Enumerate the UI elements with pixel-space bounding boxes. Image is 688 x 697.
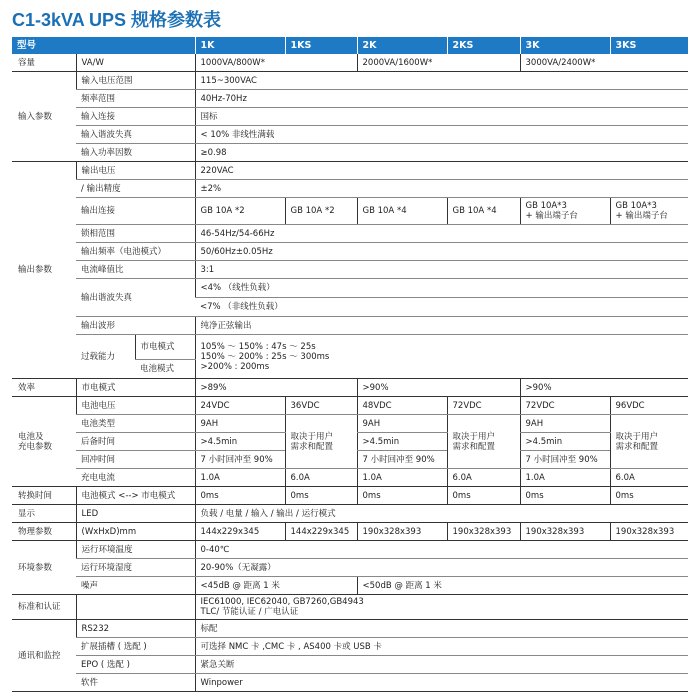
group-label: 通讯和监控 [12,620,76,692]
param-label: (WxHxD)mm [76,523,195,541]
table-row [12,317,688,335]
table-row [12,577,688,595]
group-label: 转换时间 [12,487,76,505]
param-label: 运行环境温度 [76,541,195,559]
param-label: 频率范围 [76,90,195,108]
value-cell: <50dB @ 距离 1 米 [357,577,688,595]
table-row [12,180,688,198]
group-label [12,397,76,487]
standards-row [12,595,688,620]
value-cell: 国标 [195,108,688,126]
value-cell: < 10% 非线性满载 [195,126,688,144]
param-label: 噪声 [76,577,195,595]
param-label: 输入电压范围 [76,72,195,90]
transfer-row [12,487,688,505]
param-label: 电流峰值比 [76,261,195,279]
value-line: 取决于用户 [452,431,496,442]
capacity-row [12,54,688,72]
value-cell: 紧急关断 [195,656,688,674]
value-cell: >4.5min [195,433,285,451]
model-2k: 2K [357,37,447,54]
param-label: 扩展插槽 ( 选配 ) [76,638,195,656]
param-label: 市电模式 [76,379,195,397]
value-cell: >90% [520,379,688,397]
value-cell: 115~300VAC [195,72,688,90]
param-label: 输出电压 [76,162,195,180]
value-cell: 0ms [285,487,357,505]
group-label: 效率 [12,379,76,397]
group-label: 容量 [12,54,76,72]
param-label: 锁相范围 [76,225,195,243]
param-label: 软件 [76,674,195,692]
table-row [12,144,688,162]
table-row [12,72,688,90]
param-label: 输入谐波失真 [76,126,195,144]
value-cell: 144x229x345 [285,523,357,541]
physical-row [12,523,688,541]
value-cell: 0ms [357,487,447,505]
value-cell: >89% [195,379,357,397]
value-cell [285,415,357,469]
table-row [12,638,688,656]
value-cell [195,595,688,620]
group-label: 显示 [12,505,76,523]
value-cell [195,335,688,379]
page-title: C1-3kVA UPS 规格参数表 [12,10,222,30]
value-cell: 2000VA/1600W* [357,54,520,72]
value-cell: GB 10A *4 [357,198,447,225]
value-cell [610,415,688,469]
table-row [12,261,688,279]
value-line: >200% : 200ms [200,361,270,372]
value-cell: 9AH [520,415,610,433]
table-row [12,335,688,360]
value-cell: 1000VA/800W* [195,54,357,72]
table-row [12,656,688,674]
model-1k: 1K [195,37,285,54]
value-cell: 36VDC [285,397,357,415]
param-label: 后备时间 [76,433,195,451]
param-label: 电池类型 [76,415,195,433]
value-cell: GB 10A *2 [285,198,357,225]
value-cell: 9AH [195,415,285,433]
param-label: VA/W [76,54,195,72]
value-cell: <45dB @ 距离 1 米 [195,577,357,595]
value-line: IEC61000, IEC62040, GB7260,GB4943 [200,597,364,607]
model-1ks: 1KS [285,37,357,54]
value-cell: 7 小时回冲至 90% [357,451,447,469]
spec-table [12,37,688,692]
header-row [12,37,688,54]
table-row [12,674,688,692]
value-line: 取决于用户 [290,431,334,442]
value-cell: 190x328x393 [610,523,688,541]
value-cell: 1.0A [195,469,285,487]
param-label: 电池电压 [76,397,195,415]
param-label: 输入功率因数 [76,144,195,162]
value-cell: 1.0A [520,469,610,487]
value-cell: 190x328x393 [520,523,610,541]
value-cell: 0ms [195,487,285,505]
value-line: TLC/ 节能认证 / 广电认证 [200,607,299,617]
param-label: 输出波形 [76,317,195,335]
table-row [12,620,688,638]
value-cell: 标配 [195,620,688,638]
param-label: 充电电流 [76,469,195,487]
param-label: / 输出精度 [76,180,195,198]
value-line: 105% ～ 150% : 47s ～ 25s [200,341,316,352]
value-line: 150% ～ 200% : 25s ～ 300ms [200,351,330,362]
efficiency-row [12,379,688,397]
value-cell: 负载 / 电量 / 输入 / 输出 / 运行模式 [195,505,688,523]
value-cell: 144x229x345 [195,523,285,541]
value-line: 需求和配置 [290,441,334,452]
value-cell: 6.0A [610,469,688,487]
value-line: + 输出端子台 [525,211,578,221]
param-label: 输出谐波失真 [76,279,195,317]
value-cell: <4% （线性负载） [195,279,688,298]
param-label [76,595,195,620]
value-cell [447,415,520,469]
value-cell: 7 小时回冲至 90% [195,451,285,469]
value-cell [610,198,688,225]
value-cell: 20-90%（无凝露） [195,559,688,577]
value-cell: 40Hz-70Hz [195,90,688,108]
value-cell: 220VAC [195,162,688,180]
value-line: GB 10A*3 [525,201,567,211]
param-label: 运行环境湿度 [76,559,195,577]
value-cell: 0ms [520,487,610,505]
value-cell: >4.5min [357,433,447,451]
group-label: 标准和认证 [12,595,76,620]
value-cell: 纯净正弦输出 [195,317,688,335]
param-label: RS232 [76,620,195,638]
header-label: 型号 [12,37,195,54]
param-label: 输入连接 [76,108,195,126]
value-cell: 190x328x393 [357,523,447,541]
value-cell: 0ms [447,487,520,505]
display-row [12,505,688,523]
value-cell: ±2% [195,180,688,198]
value-cell [520,198,610,225]
value-cell: 46-54Hz/54-66Hz [195,225,688,243]
value-cell: 72VDC [447,397,520,415]
model-3k: 3K [520,37,610,54]
value-cell: 6.0A [285,469,357,487]
value-cell: 24VDC [195,397,285,415]
group-line: 充电参数 [18,441,53,452]
param-label: 回冲时间 [76,451,195,469]
group-label: 输入参数 [12,72,76,162]
value-cell: GB 10A *4 [447,198,520,225]
value-cell: GB 10A *2 [195,198,285,225]
table-row [12,198,688,225]
value-cell: 50/60Hz±0.05Hz [195,243,688,261]
param-label: LED [76,505,195,523]
table-row [12,162,688,180]
value-cell: Winpower [195,674,688,692]
value-line: + 输出端子台 [615,211,668,221]
group-label: 环境参数 [12,541,76,595]
table-row [12,559,688,577]
table-row [12,225,688,243]
table-row [12,541,688,559]
value-cell: 3:1 [195,261,688,279]
param-sublabel: 市电模式 [135,335,195,360]
model-3ks: 3KS [610,37,688,54]
value-cell: 可选择 NMC 卡 ,CMC 卡 , AS400 卡或 USB 卡 [195,638,688,656]
table-row [12,397,688,415]
param-label: EPO ( 选配 ) [76,656,195,674]
value-cell: 7 小时回冲至 90% [520,451,610,469]
table-row [12,243,688,261]
value-cell: >90% [357,379,520,397]
value-cell: ≥0.98 [195,144,688,162]
value-cell: <7% （非线性负载） [195,298,688,317]
param-sublabel: 电池模式 [135,360,195,379]
value-cell: 0ms [610,487,688,505]
table-row [12,90,688,108]
group-line: 电池及 [18,431,44,442]
value-line: 需求和配置 [615,441,659,452]
param-label: 输出连接 [76,198,195,225]
group-label: 输出参数 [12,162,76,379]
group-label: 物理参数 [12,523,76,541]
value-cell: 9AH [357,415,447,433]
param-label: 输出频率（电池模式） [76,243,195,261]
param-label: 电池模式 <--> 市电模式 [76,487,195,505]
table-row [12,108,688,126]
value-cell: 0-40℃ [195,541,688,559]
value-cell: 3000VA/2400W* [520,54,688,72]
value-line: 取决于用户 [615,431,659,442]
table-row [12,415,688,433]
value-cell: >4.5min [520,433,610,451]
value-cell: 6.0A [447,469,520,487]
model-2ks: 2KS [447,37,520,54]
table-row [12,126,688,144]
value-cell: 72VDC [520,397,610,415]
param-label: 过载能力 [76,335,135,379]
table-row [12,279,688,298]
value-cell: 48VDC [357,397,447,415]
table-row [12,469,688,487]
value-line: 需求和配置 [452,441,496,452]
value-cell: 190x328x393 [447,523,520,541]
value-cell: 96VDC [610,397,688,415]
value-line: GB 10A*3 [615,201,657,211]
value-cell: 1.0A [357,469,447,487]
